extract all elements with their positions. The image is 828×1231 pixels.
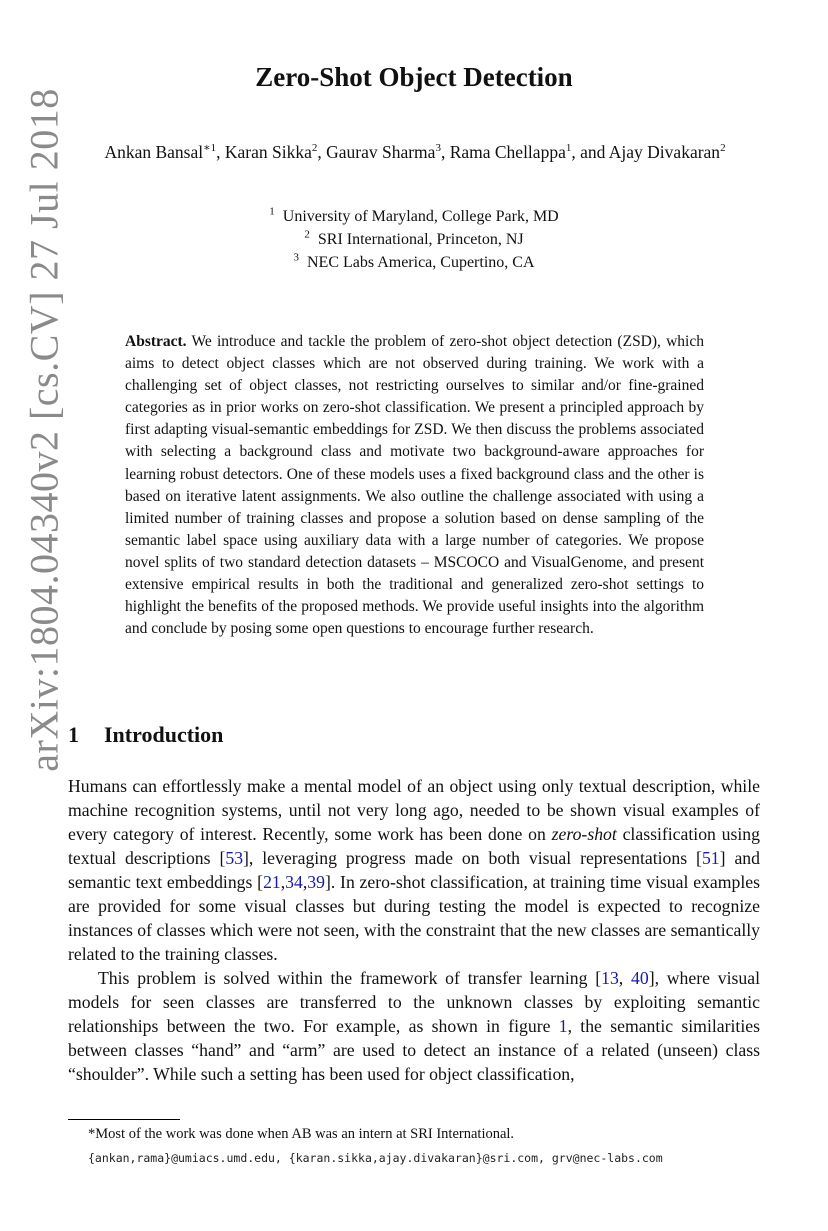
footnote: *Most of the work was done when AB was an intern at SRI International. bbox=[88, 1126, 515, 1142]
abstract-label: Abstract. bbox=[125, 333, 187, 350]
author-emails: {ankan,rama}@umiacs.umd.edu, {karan.sikka,ajay.divakaran}@sri.com, grv@nec-labs.com bbox=[88, 1151, 663, 1165]
citation-link[interactable]: 21 bbox=[263, 872, 281, 892]
paragraph: This problem is solved within the framework of transfer learning [13, 40], where visual models for seen classes are transferred to the unknown classes by exploiting semantic relationships between the two. For example, as shown in figure 1, the semantic similarities between classes “hand” and “arm” are used to detect an instance of a related (unseen) class “shoulder”. While such a setting has been used for object classification, bbox=[68, 968, 761, 1084]
author: Gaurav Sharma$^3$ bbox=[326, 142, 441, 162]
affiliation: $^3$ NEC Labs America, Cupertino, CA bbox=[293, 251, 535, 271]
abstract-text: We introduce and tackle the problem of zero-shot object detection (ZSD), which aims to detect object classes which are not observed during training. We work with a challenging set of object classes, not restricting ourselves to similar and/or fine-grained categories as in prior works on zero-shot classification. We present a principled approach by first adapting visual-semantic embeddings for ZSD. We then discuss the problems associated with selecting a background class and motivate two background-aware approaches for learning robust detectors. One of these models uses a fixed background class and the other is based on iterative latent assignments. We also outline the challenge associated with using a limited number of training classes and propose a solution based on dense sampling of the semantic label space using auxiliary data with a large number of categories. We propose novel splits of two standard detection datasets – MSCOCO and VisualGenome, and present extensive empirical results in both the traditional and generalized zero-shot settings to highlight the benefits of the proposed methods. We provide useful insights into the algorithm and conclude by posing some open questions to encourage further research. bbox=[125, 333, 704, 638]
author: Karan Sikka$^2$ bbox=[224, 142, 318, 162]
arxiv-stamp: arXiv:1804.04340v2 [cs.CV] 27 Jul 2018 bbox=[21, 88, 67, 772]
author: Rama Chellappa$^1$ bbox=[449, 142, 572, 162]
abstract bbox=[125, 331, 704, 640]
citation-link[interactable]: 40 bbox=[631, 968, 649, 988]
author-list: Ankan Bansal$^{∗1}$, Karan Sikka$^2$, Gaurav Sharma$^3$, Rama Chellappa$^1$, and Ajay Divakaran$^2$ bbox=[104, 142, 726, 162]
citation-link[interactable]: 51 bbox=[701, 848, 720, 868]
figure-link[interactable]: 1 bbox=[558, 1016, 568, 1036]
body-text bbox=[68, 774, 760, 1086]
section-heading bbox=[68, 722, 223, 748]
section-number: 1 bbox=[68, 722, 79, 747]
citation-link[interactable]: 39 bbox=[307, 872, 325, 892]
affiliation: $^1$ University of Maryland, College Park, MD bbox=[269, 205, 559, 225]
paper-title: Zero-Shot Object Detection bbox=[255, 62, 573, 92]
author: Ankan Bansal$^{∗1}$ bbox=[104, 142, 217, 162]
author: Ajay Divakaran$^2$ bbox=[608, 142, 726, 162]
citation-link[interactable]: 53 bbox=[225, 848, 244, 868]
citation-link[interactable]: 13 bbox=[601, 968, 619, 988]
section-title: Introduction bbox=[104, 722, 224, 747]
footnote-divider bbox=[68, 1119, 180, 1120]
affiliation-list bbox=[0, 205, 828, 274]
citation-link[interactable]: 34 bbox=[285, 872, 303, 892]
affiliation: $^2$ SRI International, Princeton, NJ bbox=[304, 228, 524, 248]
paragraph: Humans can effortlessly make a mental model of an object using only textual description, while machine recognition systems, until not very long ago, needed to be shown visual examples of every category of interest. Recently, some work has been done on zero-shot classification using textual descriptions [53], leveraging progress made on both visual representations [51] and semantic text embeddings [21,34,39]. In zero-shot classification, at training time visual examples are provided for some visual classes but during testing the model is expected to recognize instances of classes which were not seen, with the constraint that the new classes are semantically related to the training classes. bbox=[68, 776, 760, 964]
